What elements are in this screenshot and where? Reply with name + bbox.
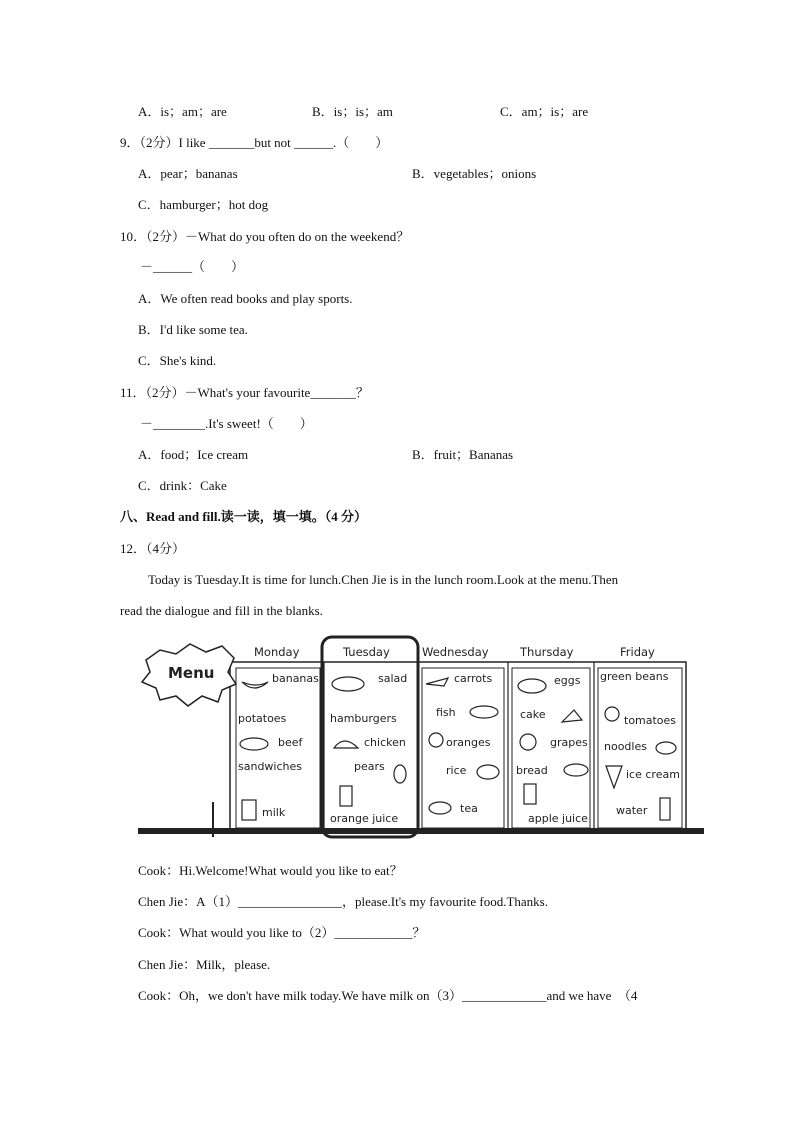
q9-stem: 9．（2分）I like _______but not ______.（ ） (120, 135, 389, 150)
q9-option-c: C．hamburger；hot dog (138, 197, 269, 212)
q11-option-c: C．drink：Cake (138, 478, 227, 493)
menu-item: rice (446, 764, 467, 777)
q11-answer-line: －________.It's sweet!（ ） (140, 416, 313, 431)
menu-item: sandwiches (238, 760, 302, 773)
dialogue-line-3: Cook：What would you like to（2）____________？ (138, 925, 426, 940)
menu-item: pears (354, 760, 385, 773)
dialogue-line-1: Cook：Hi.Welcome!What would you like to eat？ (138, 863, 403, 878)
q10-option-c: C．She's kind. (138, 353, 217, 368)
menu-item: fish (436, 706, 456, 719)
menu-figure (138, 632, 704, 842)
q10-option-b: B．I'd like some tea. (138, 322, 248, 337)
dialogue-line-5: Cook：Oh，we don't have milk today.We have milk on（3）_____________and we have （4 (138, 988, 638, 1003)
section-8-title: 八、Read and fill.读一读，填一填。（4 分） (120, 509, 368, 524)
q8-option-b: B．is；is；am (312, 104, 393, 119)
menu-item: bananas (272, 672, 319, 685)
q11-stem: 11．（2分）－What's your favourite_______？ (120, 385, 369, 400)
day-thursday: Thursday (520, 645, 574, 659)
menu-item: bread (516, 764, 548, 777)
q12-intro-line-2: read the dialogue and fill in the blanks. (120, 603, 323, 618)
q8-option-a: A．is；am；are (138, 104, 227, 119)
menu-sign-text: Menu (168, 664, 215, 682)
menu-item: salad (378, 672, 408, 685)
menu-item: green beans (600, 670, 669, 683)
menu-item: hamburgers (330, 712, 397, 725)
q10-answer-line: －______（ ） (140, 259, 245, 274)
dialogue-line-4: Chen Jie：Milk，please. (138, 957, 271, 972)
menu-sign (142, 644, 236, 706)
menu-item: carrots (454, 672, 493, 685)
menu-item: milk (262, 806, 286, 819)
q12-intro-line-1: Today is Tuesday.It is time for lunch.Chen Jie is in the lunch room.Look at the menu.Then (148, 572, 619, 587)
q9-option-a: A．pear；bananas (138, 166, 238, 181)
dialogue-line-2: Chen Jie：A（1）________________，please.It's my favourite food.Thanks. (138, 894, 548, 909)
menu-item: potatoes (238, 712, 287, 725)
q9-option-b: B．vegetables；onions (412, 166, 537, 181)
q11-option-b: B．fruit；Bananas (412, 447, 514, 462)
menu-item: tea (460, 802, 478, 815)
menu-item: grapes (550, 736, 588, 749)
menu-item: oranges (446, 736, 491, 749)
day-wednesday: Wednesday (422, 645, 489, 659)
q11-option-a: A．food；Ice cream (138, 447, 249, 462)
q8-option-c: C．am；is；are (500, 104, 589, 119)
menu-item: noodles (604, 740, 647, 753)
day-friday: Friday (620, 645, 655, 659)
menu-item: ice cream (626, 768, 680, 781)
menu-item: apple juice (528, 812, 588, 825)
menu-item: tomatoes (624, 714, 677, 727)
menu-item: chicken (364, 736, 406, 749)
q10-option-a: A．We often read books and play sports. (138, 291, 353, 306)
menu-item: orange juice (330, 812, 399, 825)
q12-number: 12．（4分） (120, 541, 186, 556)
day-tuesday: Tuesday (343, 645, 390, 659)
menu-item: cake (520, 708, 546, 721)
day-monday: Monday (254, 645, 300, 659)
menu-item: water (616, 804, 648, 817)
q10-stem: 10．（2分）－What do you often do on the weekend？ (120, 229, 410, 244)
menu-item: beef (278, 736, 303, 749)
menu-item: eggs (554, 674, 581, 687)
